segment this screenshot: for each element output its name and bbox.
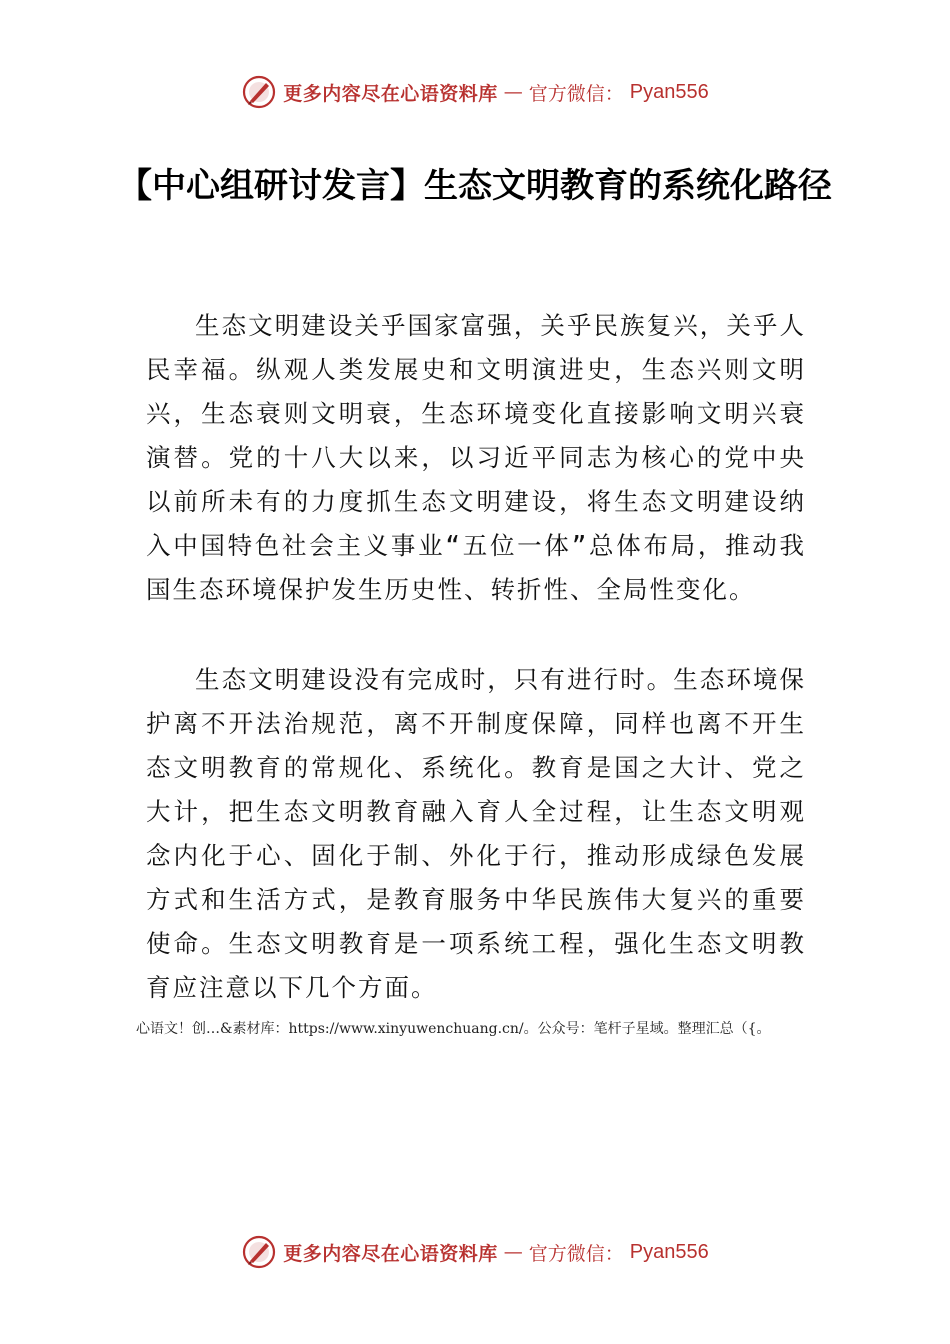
source-footnote: 心语文！创…&素材库：https://www.xinyuwenchuang.cn/。公众号：笔杆子星域。整理汇总（{。 — [136, 1021, 771, 1037]
banner-dash: — — [503, 81, 523, 103]
body-paragraph-2: 生态文明建设没有完成时，只有进行时。生态环境保护离不开法治规范，离不开制度保障，同样也离不开生态文明教育的常规化、系统化。教育是国之大计、党之大计，把生态文明教育融入育人全过程，让生态文明观念内化于心、固化于制、外化于行，推动形成绿色发展方式和生活方式，是教育服务中华民族伟大复兴的重要使命。生态文明教育是一项系统工程，强化生态文明教育应注意以下几个方面。 — [146, 665, 806, 1002]
quill-pen-logo-icon — [241, 74, 277, 110]
body-paragraph-1: 生态文明建设关乎国家富强，关乎民族复兴，关乎人民幸福。纵观人类发展史和文明演进史，生态兴则文明兴，生态衰则文明衰，生态环境变化直接影响文明兴衰演替。党的十八大以来，以习近平同志为核心的党中央以前所未有的力度抓生态文明建设，将生态文明建设纳入中国特色社会主义事业“五位一体”总体布局，推动我国生态环境保护发生历史性、转折性、全局性变化。 — [146, 311, 806, 604]
header-banner — [0, 72, 950, 112]
banner-wechat-id: Pyan556 — [629, 80, 709, 103]
document-title: 【中心组研讨发言】生态文明教育的系统化路径 — [118, 166, 832, 206]
footer-banner — [0, 1232, 950, 1272]
banner-wechat-label: 官方微信： — [528, 82, 624, 105]
banner-wechat-label: 官方微信： — [528, 1242, 624, 1265]
banner-text: 更多内容尽在心语资料库 — [283, 1242, 498, 1265]
banner-dash: — — [503, 1241, 523, 1263]
quill-pen-logo-icon — [241, 1234, 277, 1270]
banner-text: 更多内容尽在心语资料库 — [283, 82, 498, 105]
banner-wechat-id: Pyan556 — [629, 1240, 709, 1263]
